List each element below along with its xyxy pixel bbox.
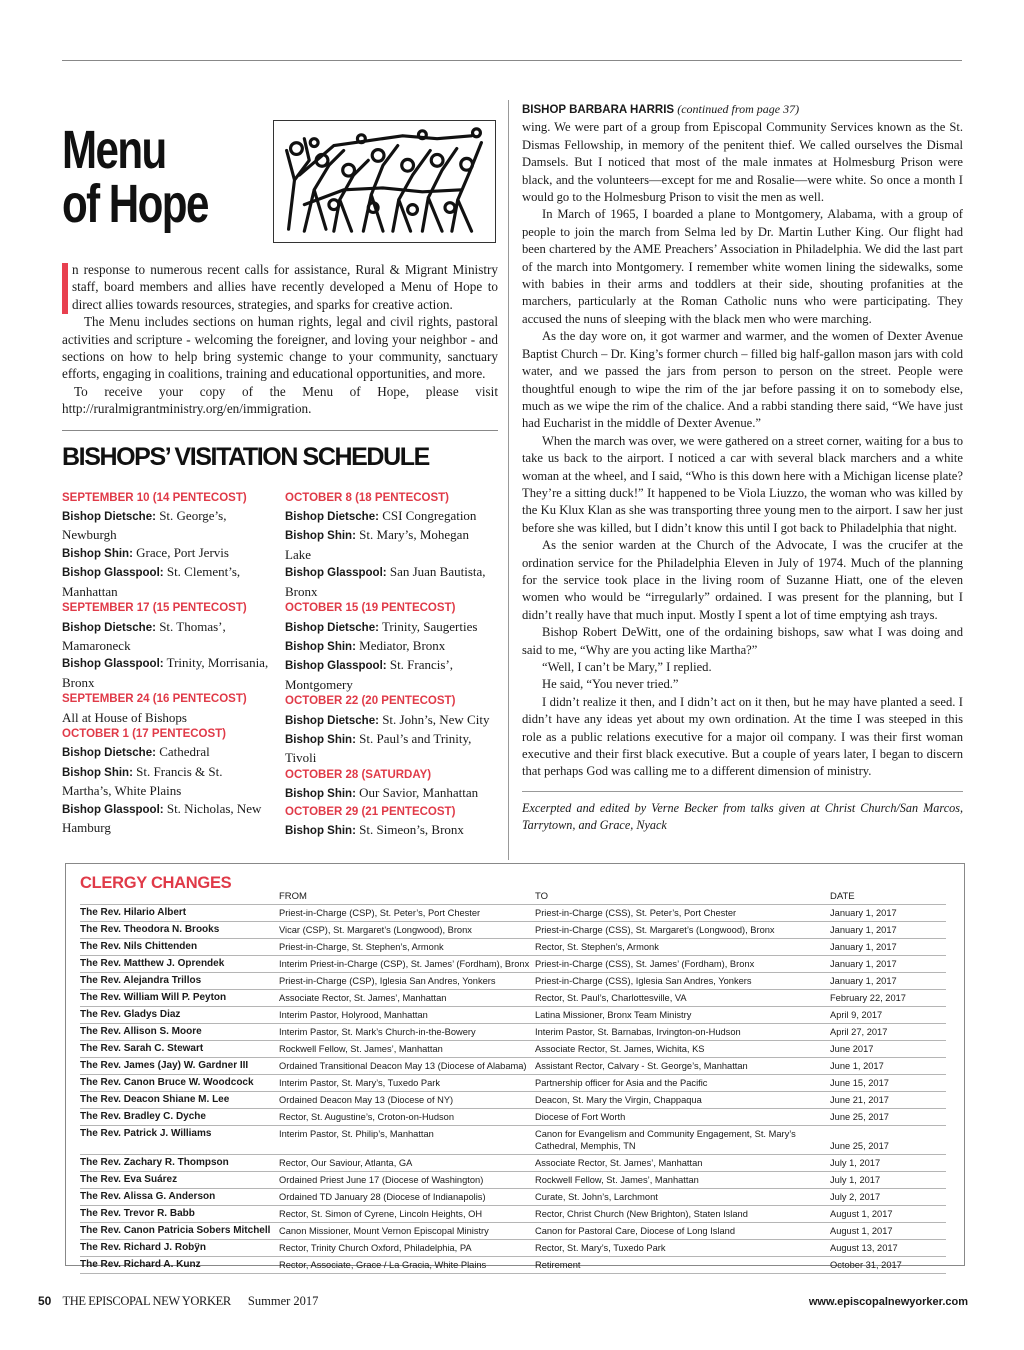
table-row: The Rev. Bradley C. Dyche Rector, St. Augustine’s, Croton-on-Hudson Diocese of Fort Worth June 25, 2017: [80, 1108, 946, 1125]
table-row: The Rev. Matthew J. Oprendek Interim Priest-in-Charge (CSP), St. James’ (Fordham), Bronx Priest-in-Charge (CSS), St. James’ (Fordham), Bronx January 1, 2017: [80, 955, 946, 972]
schedule-entry: Bishop Shin: Our Savior, Manhattan: [285, 785, 479, 801]
schedule-column-right: [285, 490, 498, 841]
table-header-row: [80, 888, 946, 904]
intro-paragraph: n response to numerous recent calls for assistance, Rural & Migrant Ministry staff, board members and allies have recently developed a Menu of Hope to direct allies towards resources, strategies, and sparks for creative action.: [62, 261, 498, 313]
schedule-date: SEPTEMBER 24 (16 PENTECOST): [62, 693, 247, 706]
article-paragraph: As the senior warden at the Church of the Advocate, I was the crucifer at the ordination service for the Philadelphia Eleven in July of 1974. Much of the planning for the service took place in the living room of Suzanne Hiatt, one of the eleven women who would be “irregularly” ordained. I was present for the planning, but I didn’t really have that much input. Mostly I spent a lot of time emptying ash trays.: [522, 538, 963, 622]
left-column: [62, 95, 498, 840]
article-paragraph: wing. We were part of a group from Episcopal Community Services known as the St. Dismas Fellowship, in memory of the penitent thief. We called ourselves the Dismal Damsels. But I noticed that most of the male inmates at Holmesburg Prison were black, and the volunteers—except for me and Rosalie—were white. So once a month I would go to the Holmesburg Prison to visit the men as well.: [522, 120, 963, 205]
schedule-entry: Bishop Shin: St. Mary’s, Mohegan Lake: [285, 527, 469, 562]
schedule-entry: Bishop Glasspool: Trinity, Morrisania, Bronx: [62, 655, 269, 690]
article-paragraph: I didn’t realize it then, and I didn’t act on it then, but he may have planted a seed. I didn’t have any ideas yet about my own ordination. At the time I was steeped in this role as a public relations executive for a major oil company. I was their first woman executive and their first black executive. But a couple of years later, I began to discern that perhaps God was calling me to a different dimension of ministry.: [522, 694, 963, 779]
column-header-to: TO: [535, 890, 549, 902]
visitation-schedule: [62, 490, 498, 841]
schedule-entry: Bishop Dietsche: St. John’s, New City: [285, 711, 490, 727]
top-rule: [62, 60, 962, 61]
menu-of-hope-title: Menu of Hope: [62, 120, 208, 234]
footer-folio: [38, 1294, 318, 1309]
column-header-date: DATE: [830, 890, 855, 902]
intro-paragraph: To receive your copy of the Menu of Hope, please visit http://ruralmigrantministry.org/en/immigration.: [62, 383, 498, 417]
page-number: 50: [38, 1294, 52, 1308]
schedule-date: SEPTEMBER 10 (14 PENTECOST): [62, 491, 247, 504]
column-header-name: [80, 888, 279, 904]
table-row: The Rev. Richard J. Robÿn Rector, Trinity Church Oxford, Philadelphia, PA Rector, St. Mary’s, Tuxedo Park August 13, 2017: [80, 1239, 946, 1256]
schedule-entry: Bishop Glasspool: St. Francis’, Montgomery: [285, 657, 454, 692]
article-paragraph: Bishop Robert DeWitt, one of the ordaining bishops, saw what I was doing and said to me, “Why are you acting like Martha?”: [522, 625, 963, 657]
dropcap-bar: [62, 263, 68, 314]
section-divider: [62, 430, 498, 431]
article-paragraph: He said, “You never tried.”: [542, 677, 679, 692]
article-heading: BISHOP BARBARA HARRIS (continued from page 37): [522, 102, 800, 116]
clergy-changes-title: CLERGY CHANGES: [80, 874, 232, 892]
publication-name: THE EPISCOPAL NEW YORKER: [62, 1294, 231, 1308]
schedule-entry: All at House of Bishops: [62, 709, 187, 725]
clergy-changes-table: [80, 888, 946, 1274]
schedule-entry: Bishop Shin: Mediator, Bronx: [285, 637, 446, 653]
schedule-entry: Bishop Glasspool: St. Nicholas, New Hamburg: [62, 800, 262, 835]
crowd-drawing-icon: [274, 121, 495, 242]
table-row: The Rev. Canon Bruce W. Woodcock Interim Pastor, St. Mary’s, Tuxedo Park Partnership officer for Asia and the Pacific June 15, 2017: [80, 1074, 946, 1091]
visitation-schedule-title: BISHOPS’ VISITATION SCHEDULE: [62, 442, 429, 471]
article-paragraph: As the day wore on, it got warmer and warmer, and the women of Dexter Avenue Baptist Church – Dr. King’s former church – filled big half-gallon mason jars with cold water, and we passed the jars from person to person on the street. People were thoughtful enough to wipe the rim of the jar before passing it on to somebody else, much as we wipe the rim of the chalice. And a rabbi standing there said, “We have just had Eucharist in the middle of Dexter Avenue.”: [522, 329, 963, 431]
schedule-entry: Bishop Dietsche: St. George’s, Newburgh: [62, 508, 227, 543]
table-row: The Rev. James (Jay) W. Gardner III Ordained Transitional Deacon May 13 (Diocese of Alabama) Assistant Rector, Calvary - St. George’s, Manhattan June 1, 2017: [80, 1057, 946, 1074]
schedule-date: SEPTEMBER 17 (15 PENTECOST): [62, 602, 247, 615]
intro-paragraph: The Menu includes sections on human rights, legal and civil rights, pastoral activities and scripture - welcoming the foreigner, and loving your neighbor - and sections on how to help bring systemic change to your community, sanctuary efforts, engaging in coalitions, training and educational opportunities, and more.: [62, 314, 498, 382]
article-column: [522, 101, 963, 835]
table-row: The Rev. William Will P. Peyton Associate Rector, St. James’, Manhattan Rector, St. Paul’s, Charlottesville, VA February 22, 2017: [80, 989, 946, 1006]
schedule-entry: Bishop Dietsche: St. Thomas’, Mamaroneck: [62, 618, 226, 653]
schedule-entry: Bishop Shin: St. Francis & St. Martha’s, White Plains: [62, 763, 223, 799]
schedule-date: OCTOBER 29 (21 PENTECOST): [285, 805, 456, 818]
schedule-entry: Bishop Dietsche: Cathedral: [62, 744, 210, 760]
schedule-entry: Bishop Dietsche: CSI Congregation: [285, 508, 477, 524]
article-paragraph: “Well, I can’t be Mary,” I replied.: [542, 660, 712, 674]
page-footer: [38, 1294, 968, 1309]
schedule-entry: Bishop Shin: Grace, Port Jervis: [62, 544, 229, 560]
schedule-date: OCTOBER 28 (SATURDAY): [285, 768, 432, 781]
menu-of-hope-header: [62, 95, 498, 255]
schedule-date: OCTOBER 15 (19 PENTECOST): [285, 602, 456, 615]
crowd-illustration: [273, 120, 496, 243]
table-row: The Rev. Hilario Albert Priest-in-Charge (CSP), St. Peter’s, Port Chester Priest-in-Charge (CSS), St. Peter’s, Port Chester January 1, 2017: [80, 904, 946, 921]
schedule-column-left: [62, 490, 275, 841]
website-link[interactable]: www.episcopalnewyorker.com: [808, 1296, 968, 1308]
table-row: The Rev. Richard A. Kunz Rector, Associate, Grace / La Gracia, White Plains Retirement October 31, 2017: [80, 1256, 946, 1273]
article-credit: Excerpted and edited by Verne Becker from talks given at Christ Church/San Marcos, Tarrytown, and Grace, Nyack: [522, 800, 963, 833]
schedule-date: OCTOBER 1 (17 PENTECOST): [62, 727, 227, 740]
table-row: The Rev. Alejandra Trillos Priest-in-Charge (CSP), Iglesia San Andres, Yonkers Priest-in-Charge (CSS), Iglesia San Andres, Yonkers January 1, 2017: [80, 972, 946, 989]
schedule-entry: Bishop Shin: St. Simeon’s, Bronx: [285, 821, 464, 837]
schedule-date: OCTOBER 22 (20 PENTECOST): [285, 695, 456, 708]
table-row: The Rev. Patrick J. Williams Interim Pastor, St. Philip’s, Manhattan Canon for Evangelism and Community Engagement, St. Mary’s Cathedral, Memphis, TN June 25, 2017: [80, 1125, 946, 1154]
article-paragraph: In March of 1965, I boarded a plane to Montgomery, Alabama, with a group of people to join the march from Selma led by Dr. Martin Luther King. Our flight had been chartered by the AME Preachers’ Association in Philadelphia. We did the last part of the march into Montgomery. I remember white women lining the sidewalks, some with babies in their arms and toddlers at their side, shouting profanities at the marchers, particularly at the Roman Catholic nuns who were participating. They accused the nuns of sleeping with the black men who were marching.: [522, 207, 963, 326]
credit-divider: [522, 791, 963, 792]
table-row: The Rev. Deacon Shiane M. Lee Ordained Deacon May 13 (Diocese of NY) Deacon, St. Mary the Virgin, Chappaqua June 21, 2017: [80, 1091, 946, 1108]
column-header-from: FROM: [279, 890, 307, 902]
menu-of-hope-body: [62, 261, 498, 418]
clergy-changes-box: [65, 863, 965, 1270]
table-row: The Rev. Gladys Diaz Interim Pastor, Holyrood, Manhattan Latina Missioner, Bronx Team Ministry April 9, 2017: [80, 1006, 946, 1023]
schedule-date: OCTOBER 8 (18 PENTECOST): [285, 491, 450, 504]
schedule-entry: Bishop Glasspool: St. Clement’s, Manhattan: [62, 564, 241, 599]
table-row: The Rev. Nils Chittenden Priest-in-Charge, St. Stephen’s, Armonk Rector, St. Stephen’s, Armonk January 1, 2017: [80, 938, 946, 955]
table-row: The Rev. Trevor R. Babb Rector, St. Simon of Cyrene, Lincoln Heights, OH Rector, Christ Church (New Brighton), Staten Island August 1, 2017: [80, 1205, 946, 1222]
article-paragraph: When the march was over, we were gathered on a street corner, waiting for a bus to take us back to the airport. I noticed a car with several black marchers and a white woman at the wheel, and I said, “Who is this down here with a Michigan license plate? They’re a sitting duck!” It happened to be Viola Liuzzo, the woman who was killed by the Ku Klux Klan as she was transporting three young men to the airport. I saw her just before she was killed, but I didn’t know this until I got back to Philadelphia that night.: [522, 433, 963, 535]
table-row: The Rev. Canon Patricia Sobers Mitchell Canon Missioner, Mount Vernon Episcopal Ministry Canon for Pastoral Care, Diocese of Long Island August 1, 2017: [80, 1222, 946, 1239]
table-row: The Rev. Alissa G. Anderson Ordained TD January 28 (Diocese of Indianapolis) Curate, St. John’s, Larchmont July 2, 2017: [80, 1188, 946, 1205]
table-row: The Rev. Zachary R. Thompson Rector, Our Saviour, Atlanta, GA Associate Rector, St. James’, Manhattan July 1, 2017: [80, 1154, 946, 1171]
table-row: The Rev. Eva Suárez Ordained Priest June 17 (Diocese of Washington) Rockwell Fellow, St. James’, Manhattan July 1, 2017: [80, 1171, 946, 1188]
table-row: The Rev. Allison S. Moore Interim Pastor, St. Mark’s Church-in-the-Bowery Interim Pastor, St. Barnabas, Irvington-on-Hudson April 27, 2017: [80, 1023, 946, 1040]
schedule-entry: Bishop Glasspool: San Juan Bautista, Bronx: [285, 564, 486, 599]
table-row: The Rev. Theodora N. Brooks Vicar (CSP), St. Margaret’s (Longwood), Bronx Priest-in-Charge (CSS), St. Margaret’s (Longwood), Bronx January 1, 2017: [80, 921, 946, 938]
schedule-entry: Bishop Dietsche: Trinity, Saugerties: [285, 618, 478, 634]
table-row: The Rev. Sarah C. Stewart Rockwell Fellow, St. James’, Manhattan Associate Rector, St. James, Wichita, KS June 2017: [80, 1040, 946, 1057]
schedule-entry: Bishop Shin: St. Paul’s and Trinity, Tivoli: [285, 730, 472, 766]
issue-date: Summer 2017: [247, 1294, 319, 1308]
column-divider: [508, 100, 509, 860]
